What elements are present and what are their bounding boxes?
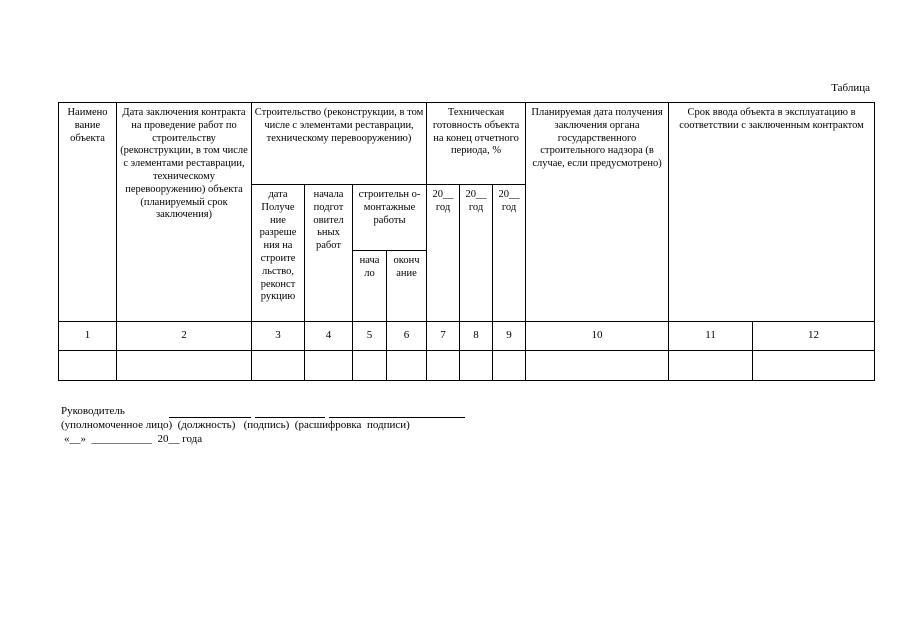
table-cell — [305, 351, 353, 381]
table-cell — [460, 351, 493, 381]
table-cell — [252, 351, 305, 381]
table-cell — [493, 351, 526, 381]
table-cell — [427, 351, 460, 381]
table-cell — [353, 351, 387, 381]
position-blank — [169, 408, 251, 418]
header-technical-readiness: Техническая готовность объекта на конец отчетного периода, % — [427, 103, 526, 185]
header-works-start: нача ло — [353, 251, 387, 322]
column-number: 5 — [353, 322, 387, 351]
header-construction-works: строительн о-монтажные работы — [353, 185, 427, 251]
table-cell — [59, 351, 117, 381]
signature-blank — [255, 408, 325, 418]
table-cell — [669, 351, 753, 381]
table-cell — [117, 351, 252, 381]
header-object-name: Наимено вание объекта — [59, 103, 117, 322]
column-number: 10 — [526, 322, 669, 351]
header-preparatory-works-start: начала подгот овител ьных работ — [305, 185, 353, 322]
column-number-row — [59, 322, 875, 351]
column-number: 9 — [493, 322, 526, 351]
column-number: 11 — [669, 322, 753, 351]
column-number: 7 — [427, 322, 460, 351]
column-number: 4 — [305, 322, 353, 351]
column-number: 6 — [387, 322, 427, 351]
table-row — [59, 351, 875, 381]
table-label: Таблица — [831, 82, 870, 94]
column-number: 1 — [59, 322, 117, 351]
header-year-2: 20__ год — [460, 185, 493, 322]
header-commissioning-term: Срок ввода объекта в эксплуатацию в соответствии с заключенным контрактом — [669, 103, 875, 322]
table-cell — [526, 351, 669, 381]
signature-date: «__» ___________ 20__ года — [64, 433, 203, 445]
header-contract-date: Дата заключения контракта на проведение работ по строительству (реконструкции, в том числе с элементами реставрации, техническому перевооружению) объекта (планируемый срок заключения) — [117, 103, 252, 322]
header-permit-date: дата Получе ние разреше ния на строите льство, реконст рукцию — [252, 185, 305, 322]
header-year-3: 20__ год — [493, 185, 526, 322]
column-number: 3 — [252, 322, 305, 351]
header-year-1: 20__ год — [427, 185, 460, 322]
signature-block — [61, 404, 469, 446]
signature-captions: (уполномоченное лицо) (должность) (подпись) (расшифровка подписи) — [61, 419, 410, 431]
header-works-end: оконч ание — [387, 251, 427, 322]
signature-label: Руководитель — [61, 405, 125, 417]
table-cell — [753, 351, 875, 381]
header-construction-group: Строительство (реконструкции, в том числе с элементами реставрации, техническому перевооружению) — [252, 103, 427, 185]
report-table — [58, 102, 875, 381]
column-number: 12 — [753, 322, 875, 351]
column-number: 8 — [460, 322, 493, 351]
name-blank — [329, 408, 465, 418]
table-cell — [387, 351, 427, 381]
column-number: 2 — [117, 322, 252, 351]
header-planned-conclusion-date: Планируемая дата получения заключения органа государственного строительного надзора (в случае, если предусмотрено) — [526, 103, 669, 322]
